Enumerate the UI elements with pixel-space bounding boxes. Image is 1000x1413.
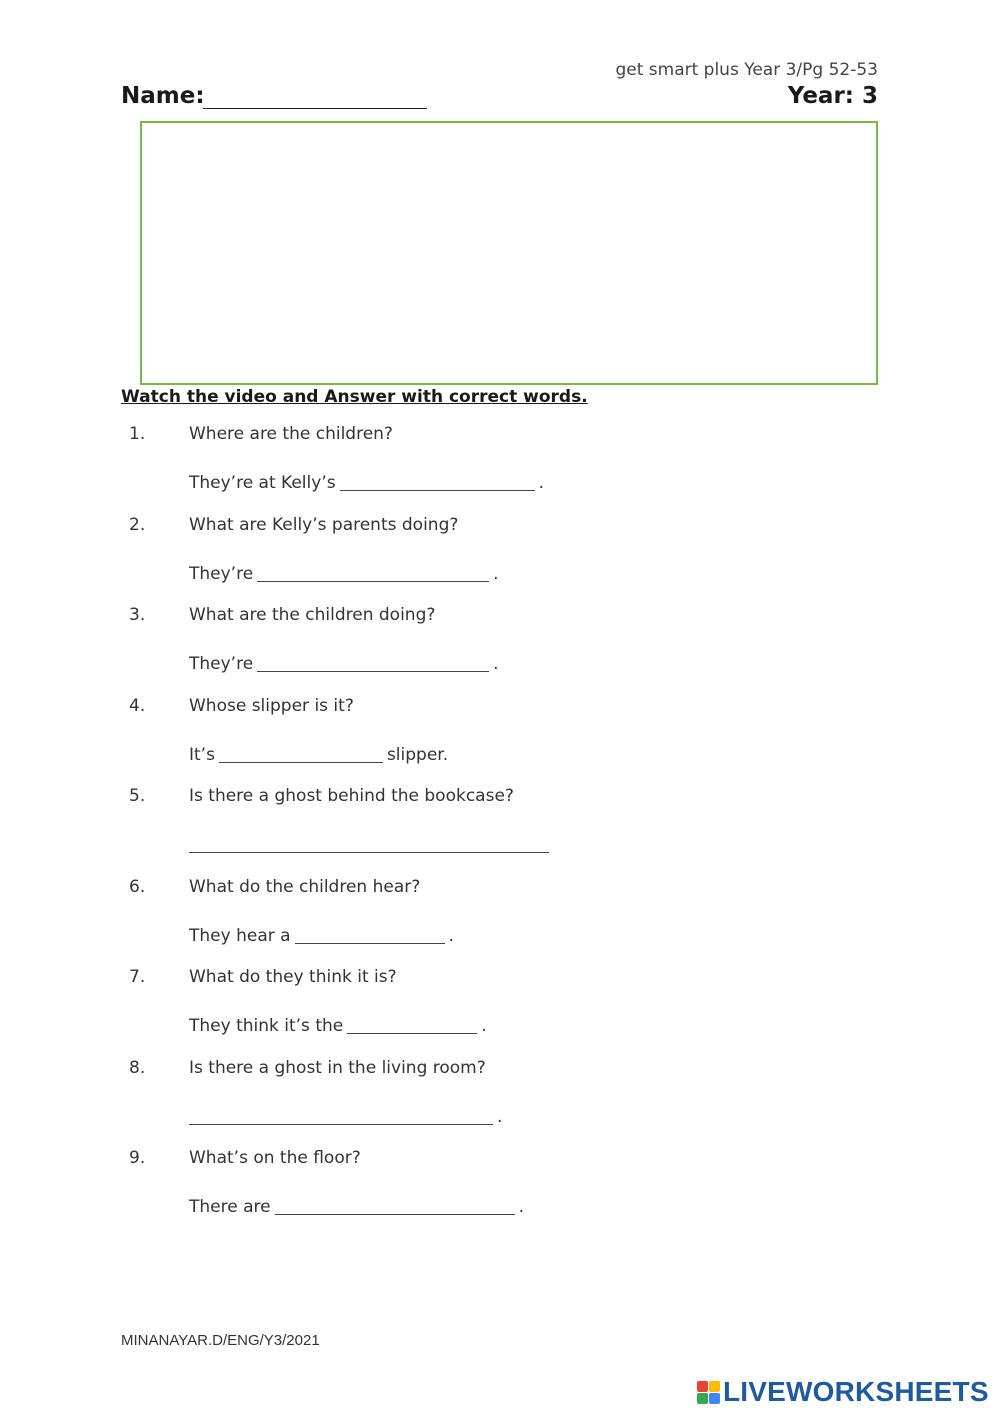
question-item xyxy=(121,424,881,515)
question-list xyxy=(121,424,881,1239)
question-number: 7. xyxy=(129,967,146,987)
question-number: 4. xyxy=(129,695,146,716)
answer-suffix: . xyxy=(518,1197,524,1217)
question-number: 1. xyxy=(129,424,146,444)
answer-blank[interactable] xyxy=(257,561,489,582)
question-item xyxy=(121,605,881,696)
answer-row xyxy=(189,741,448,765)
answer-prefix: They’re xyxy=(189,654,254,674)
answer-blank[interactable] xyxy=(189,832,549,853)
answer-row xyxy=(189,1012,487,1036)
answer-suffix: . xyxy=(497,1106,503,1127)
answer-blank[interactable] xyxy=(219,742,383,763)
answer-suffix: . xyxy=(493,654,499,674)
question-item xyxy=(121,877,881,968)
answer-blank[interactable] xyxy=(275,1194,515,1215)
liveworksheets-brand-text: LIVEWORKSHEETS xyxy=(723,1376,989,1407)
question-number: 8. xyxy=(129,1057,146,1078)
year-label: Year: 3 xyxy=(787,83,878,109)
instruction-heading: Watch the video and Answer with correct words. xyxy=(121,387,588,407)
video-embed-box[interactable] xyxy=(140,121,878,385)
answer-row xyxy=(189,831,549,855)
answer-suffix: . xyxy=(448,925,454,946)
answer-prefix: There are xyxy=(189,1197,271,1217)
question-text: What do they think it is? xyxy=(189,967,397,987)
answer-prefix: They’re at Kelly’s xyxy=(189,473,336,493)
answer-blank[interactable] xyxy=(340,470,535,491)
question-text: Whose slipper is it? xyxy=(189,695,354,716)
answer-suffix: . xyxy=(538,473,544,493)
name-blank[interactable] xyxy=(203,83,427,109)
answer-suffix: . xyxy=(493,563,499,584)
answer-prefix: They think it’s the xyxy=(189,1016,344,1036)
question-item xyxy=(121,1058,881,1149)
question-number: 9. xyxy=(129,1148,146,1168)
liveworksheets-logo[interactable] xyxy=(697,1376,989,1408)
answer-suffix: . xyxy=(481,1016,487,1036)
answer-suffix: slipper. xyxy=(386,744,449,765)
answer-blank[interactable] xyxy=(257,651,489,672)
answer-row xyxy=(189,469,544,493)
name-label: Name: xyxy=(121,83,205,109)
question-number: 3. xyxy=(129,605,146,625)
answer-row xyxy=(189,922,454,946)
answer-blank[interactable] xyxy=(189,1104,493,1125)
answer-prefix: It’s xyxy=(189,744,215,765)
answer-row xyxy=(189,650,499,674)
question-text: What’s on the floor? xyxy=(189,1148,361,1168)
answer-row xyxy=(189,560,499,584)
question-item xyxy=(121,696,881,787)
source-reference: get smart plus Year 3/Pg 52-53 xyxy=(615,60,878,80)
question-number: 6. xyxy=(129,876,146,897)
question-item xyxy=(121,515,881,606)
question-number: 2. xyxy=(129,514,146,535)
answer-row xyxy=(189,1193,524,1217)
question-text: Is there a ghost in the living room? xyxy=(189,1057,486,1078)
liveworksheets-logo-icon xyxy=(697,1381,720,1404)
question-number: 5. xyxy=(129,786,146,806)
answer-blank[interactable] xyxy=(295,923,445,944)
answer-prefix: They hear a xyxy=(189,925,291,946)
question-text: What are Kelly’s parents doing? xyxy=(189,514,459,535)
question-text: What do the children hear? xyxy=(189,876,421,897)
question-item xyxy=(121,967,881,1058)
answer-row xyxy=(189,1103,502,1127)
question-text: Is there a ghost behind the bookcase? xyxy=(189,786,514,806)
question-item xyxy=(121,786,881,877)
answer-prefix: They’re xyxy=(189,563,254,584)
question-text: What are the children doing? xyxy=(189,605,436,625)
question-item xyxy=(121,1148,881,1239)
answer-blank[interactable] xyxy=(347,1013,477,1034)
question-text: Where are the children? xyxy=(189,424,393,444)
footer-code: MINANAYAR.D/ENG/Y3/2021 xyxy=(121,1332,320,1349)
